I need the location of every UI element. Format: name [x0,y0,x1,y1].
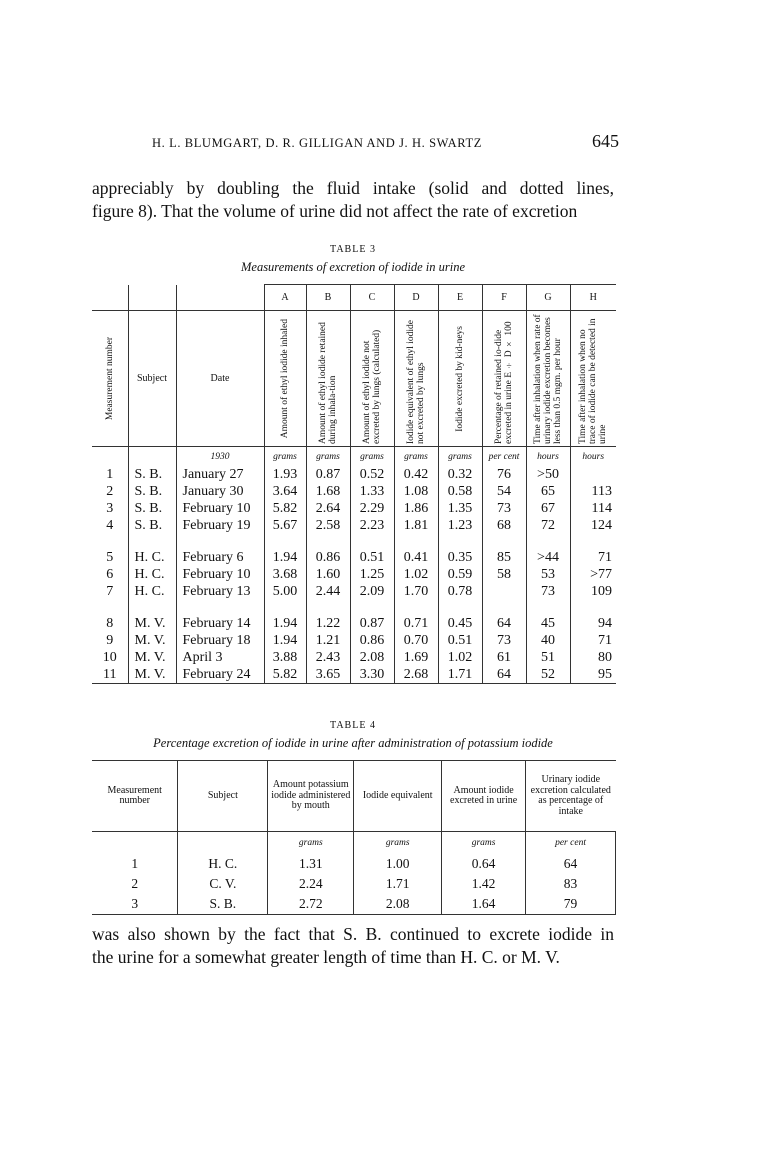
running-head: H. L. BLUMGART, D. R. GILLIGAN AND J. H. SWARTZ [152,136,482,150]
spacer-cell [350,600,394,615]
table-cell: 6 [92,566,128,583]
table-row [92,615,616,632]
table-cell: 2.08 [354,894,442,915]
spacer-cell [264,534,306,549]
table-cell: 0.86 [350,632,394,649]
units-cell: grams [354,832,442,855]
table-cell: 8 [92,615,128,632]
column-header: Amount of ethyl iodide inhaled [264,311,306,447]
table-row [92,517,616,534]
table-cell: 1.02 [438,649,482,666]
table-cell: 1.25 [350,566,394,583]
spacer-cell [128,600,176,615]
units-cell [178,832,268,855]
table-cell: 3 [92,894,178,915]
table-cell: 2.24 [268,874,354,894]
table-cell: 51 [526,649,570,666]
table-row [92,649,616,666]
table-cell: 0.51 [350,549,394,566]
table-cell: 64 [482,615,526,632]
spacer-cell [438,534,482,549]
table-cell: 0.71 [394,615,438,632]
table-cell: February 10 [176,500,264,517]
table-cell: 124 [591,517,612,533]
table-cell: 1.71 [354,874,442,894]
table-cell: S. B. [178,894,268,915]
table-cell: 1.33 [350,483,394,500]
table-cell: 2.09 [350,583,394,600]
column-header: Time after inhalation when no trace of iodide can be detected in urine [570,311,616,447]
table-cell: 79 [526,894,616,915]
spacer-cell [570,534,616,549]
column-letter: A [264,285,306,311]
table-cell: 67 [526,500,570,517]
column-header: Subject [178,761,268,832]
spacer-cell [482,534,526,549]
table-cell: 2.72 [268,894,354,915]
table-cell: 1.02 [394,566,438,583]
table4-label: TABLE 4 [330,720,376,731]
table-cell: 94 [598,615,612,631]
units-cell: grams [438,447,482,467]
units-cell: per cent [526,832,616,855]
table-cell: C. V. [178,874,268,894]
table-cell: S. B. [128,517,176,534]
column-header: Iodide excreted by kid-neys [438,311,482,447]
column-header: Amount iodide excreted in urine [442,761,526,832]
table-cell: 113 [591,483,612,499]
table-cell: 10 [92,649,128,666]
table-cell: 58 [482,566,526,583]
spacer-cell [92,534,128,549]
table-cell: 95 [570,666,616,684]
column-header: Amount potassium iodide administered by mouth [268,761,354,832]
column-header: Amount of ethyl iodide retained during inhala-tion [306,311,350,447]
table-cell: 80 [598,649,612,665]
table-cell: >44 [526,549,570,566]
table-cell: M. V. [128,632,176,649]
table-cell: 1.70 [394,583,438,600]
table3-label: TABLE 3 [330,244,376,255]
table-cell: 2 [92,874,178,894]
table-cell: 61 [482,649,526,666]
table-cell: 0.41 [394,549,438,566]
table-cell: 64 [526,854,616,874]
table-cell: 83 [526,874,616,894]
spacer-cell [264,600,306,615]
table-cell: 68 [482,517,526,534]
paragraph-line: figure 8). That the volume of urine did not affect the rate of excretion [92,201,578,221]
table-cell: 1.21 [306,632,350,649]
table-cell: 3.88 [264,649,306,666]
table-cell: 1.22 [306,615,350,632]
spacer-cell [92,600,128,615]
table-cell: January 27 [176,466,264,483]
table-cell: February 13 [176,583,264,600]
spacer-cell [128,534,176,549]
spacer-cell [570,600,616,615]
units-cell [92,447,128,467]
table-cell: 71 [598,549,612,565]
table-cell: 1.93 [264,466,306,483]
table-cell: 1.42 [442,874,526,894]
table-cell: >77 [590,566,612,582]
table-cell: 54 [482,483,526,500]
column-header: Measurement number [92,311,128,447]
units-cell: hours [526,447,570,467]
units-cell [92,832,178,855]
table-cell: 5.82 [264,666,306,684]
table-row [92,894,616,915]
table-row [92,583,616,600]
table-cell [570,466,616,483]
table-cell: H. C. [128,549,176,566]
table-cell: 45 [526,615,570,632]
table-cell: 0.58 [438,483,482,500]
table-cell: February 19 [176,517,264,534]
table-cell: 1 [92,466,128,483]
table-cell: April 3 [176,649,264,666]
units-cell: hours [582,451,605,462]
table-cell: 9 [92,632,128,649]
table-cell: 2.29 [350,500,394,517]
table-cell: 1 [92,854,178,874]
column-header: Iodide equivalent of ethyl iodide not excreted by lungs [394,311,438,447]
table-cell: 1.60 [306,566,350,583]
column-header: Amount of ethyl iodide not excreted by lungs (calculated) [350,311,394,447]
table-cell: 0.42 [394,466,438,483]
spacer-cell [306,600,350,615]
table-cell: 65 [526,483,570,500]
table-cell: 2.23 [350,517,394,534]
table-cell: 52 [526,666,570,684]
units-cell: 1930 [176,447,264,467]
table-cell: 0.70 [394,632,438,649]
paragraph-line: was also shown by the fact that S. B. continued to excrete iodide in [92,924,614,944]
column-header: Iodide equivalent [354,761,442,832]
table-cell: 72 [526,517,570,534]
spacer-cell [482,600,526,615]
units-cell: grams [306,447,350,467]
table-cell: 2.43 [306,649,350,666]
table-cell: S. B. [128,466,176,483]
spacer-cell [176,600,264,615]
table-row [92,549,616,566]
table-cell: 0.78 [438,583,482,600]
group-spacer [92,600,616,615]
table-cell: S. B. [128,500,176,517]
column-letter: C [350,285,394,311]
table-cell: 5.82 [264,500,306,517]
table-cell: 5 [92,549,128,566]
table-cell: H. C. [128,566,176,583]
table-cell: 114 [591,500,612,516]
table-cell: 5.67 [264,517,306,534]
table-cell: 3.68 [264,566,306,583]
group-spacer [92,534,616,549]
spacer-cell [438,600,482,615]
table-row [92,566,616,583]
column-header: Percentage of retained io-dide excreted in urine E ÷ D × 100 [482,311,526,447]
spacer-cell [394,534,438,549]
units-cell: grams [268,832,354,855]
table-cell: 85 [482,549,526,566]
spacer-cell [350,534,394,549]
table-cell: H. C. [178,854,268,874]
table-cell: 1.71 [438,666,482,684]
table-cell: 64 [482,666,526,684]
table-cell: 7 [92,583,128,600]
table3 [92,284,616,684]
table-cell: M. V. [128,615,176,632]
table-cell: February 14 [176,615,264,632]
table-cell: 1.94 [264,615,306,632]
table-cell: 2.64 [306,500,350,517]
table-cell [482,583,526,600]
table-cell: 5.00 [264,583,306,600]
table-cell: 40 [526,632,570,649]
spacer-cell [526,600,570,615]
page-number: 645 [592,131,619,151]
table-row [92,632,616,649]
table-cell: February 24 [176,666,264,684]
header-spacer [92,285,128,311]
table-cell: 2.58 [306,517,350,534]
column-header: Urinary iodide excretion calculated as percentage of intake [526,761,616,832]
table-cell: 73 [482,632,526,649]
table-cell: 1.81 [394,517,438,534]
table-cell: 1.00 [354,854,442,874]
table-cell: 0.59 [438,566,482,583]
column-header: Date [176,311,264,447]
table-cell: 1.68 [306,483,350,500]
table-cell: 2.08 [350,649,394,666]
header-spacer [128,285,176,311]
table-cell: February 10 [176,566,264,583]
table-cell: 3.30 [350,666,394,684]
table-cell: 73 [526,583,570,600]
table-cell: M. V. [128,649,176,666]
column-letter: G [526,285,570,311]
spacer-cell [394,600,438,615]
table-cell: 3.64 [264,483,306,500]
units-cell: grams [264,447,306,467]
column-letter: F [482,285,526,311]
table-cell: 1.31 [268,854,354,874]
table-cell: 1.35 [438,500,482,517]
table-cell: 0.87 [350,615,394,632]
table-row [92,854,616,874]
spacer-cell [526,534,570,549]
paragraph-line: the urine for a somewhat greater length of time than H. C. or M. V. [92,947,560,967]
table-row [92,666,616,684]
units-cell: grams [394,447,438,467]
table-cell: 73 [482,500,526,517]
table-cell: 4 [92,517,128,534]
units-cell: grams [442,832,526,855]
table-cell: 3.65 [306,666,350,684]
spacer-cell [176,534,264,549]
table-cell: 1.23 [438,517,482,534]
spacer-cell [306,534,350,549]
units-cell: per cent [482,447,526,467]
table-cell: 0.87 [306,466,350,483]
table-cell: 71 [598,632,612,648]
header-spacer [176,285,264,311]
table-cell: S. B. [128,483,176,500]
table-cell: 76 [482,466,526,483]
table-cell: 2 [92,483,128,500]
table4-title: Percentage excretion of iodide in urine after administration of potassium iodide [153,736,553,750]
table-row [92,466,616,483]
column-header: Subject [128,311,176,447]
table-cell: 0.32 [438,466,482,483]
table-cell: 3 [92,500,128,517]
column-letter: E [438,285,482,311]
units-cell: grams [350,447,394,467]
table-cell: 0.45 [438,615,482,632]
table-cell: 53 [526,566,570,583]
column-letter: H [570,285,616,311]
table-row [92,483,616,500]
table-row [92,874,616,894]
table-cell: 1.86 [394,500,438,517]
column-header: Measurement number [92,761,178,832]
table-cell: 11 [92,666,128,684]
column-header: Time after inhalation when rate of urinary iodide excretion becomes less than 0.5 mgm. per hour [526,311,570,447]
table-cell: 1.69 [394,649,438,666]
table-cell: M. V. [128,666,176,684]
table4 [92,760,616,915]
table-cell: 0.52 [350,466,394,483]
column-letter: D [394,285,438,311]
table-cell: 1.08 [394,483,438,500]
table-cell: 2.44 [306,583,350,600]
table-cell: 1.94 [264,632,306,649]
table-cell: February 6 [176,549,264,566]
table-cell: 0.64 [442,854,526,874]
table-cell: 0.51 [438,632,482,649]
table-cell: >50 [526,466,570,483]
table-cell: 0.86 [306,549,350,566]
table-cell: 1.94 [264,549,306,566]
table-cell: 2.68 [394,666,438,684]
column-letter: B [306,285,350,311]
table-cell: 1.64 [442,894,526,915]
units-cell [128,447,176,467]
table3-title: Measurements of excretion of iodide in urine [240,260,466,274]
table-row [92,500,616,517]
table-cell: 109 [591,583,612,599]
table-cell: January 30 [176,483,264,500]
paragraph-line: appreciably by doubling the fluid intake (solid and dotted lines, [92,178,614,198]
table-cell: 0.35 [438,549,482,566]
table-cell: February 18 [176,632,264,649]
table-cell: H. C. [128,583,176,600]
